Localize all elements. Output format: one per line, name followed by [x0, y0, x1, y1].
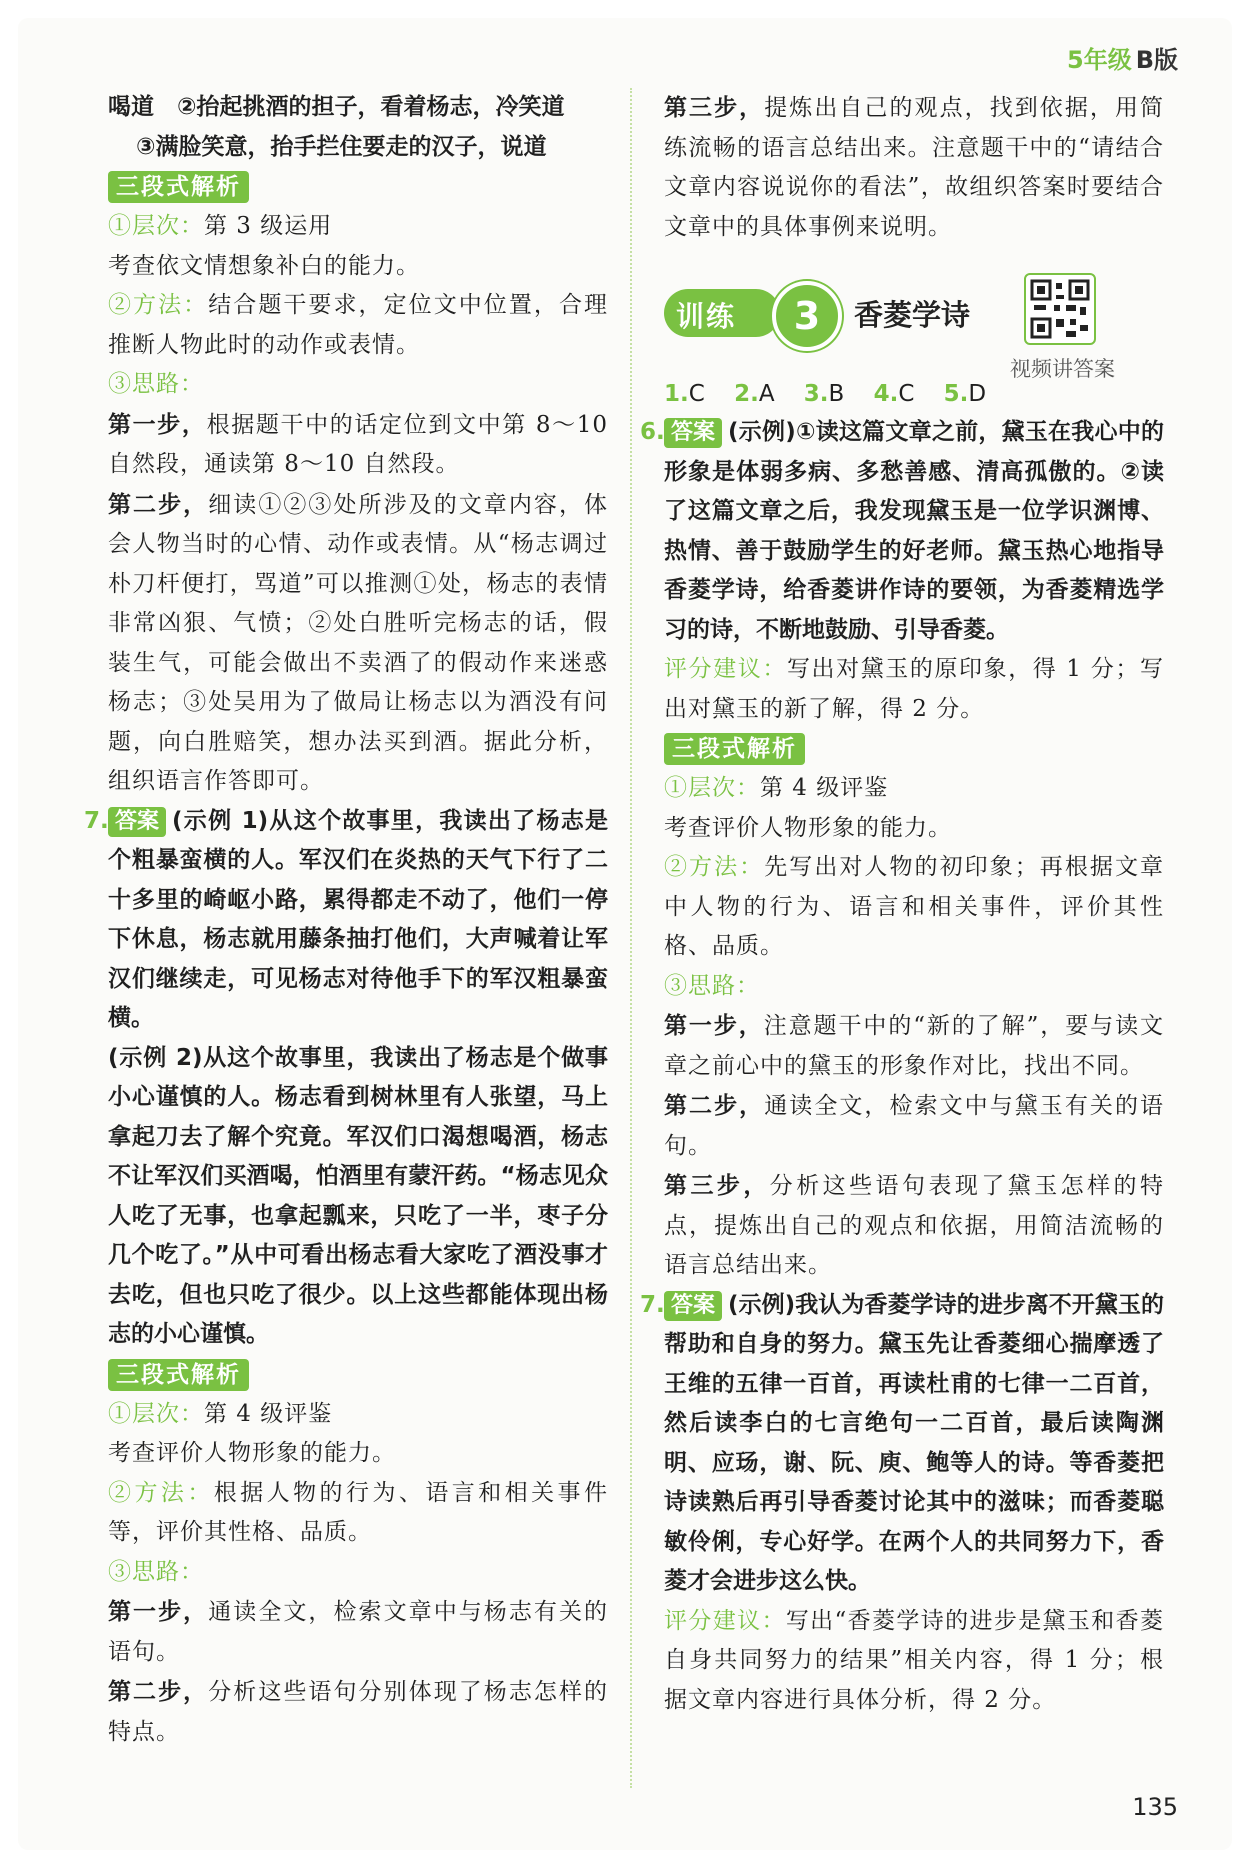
answer-badge: 答案 — [664, 418, 722, 448]
column-divider — [630, 88, 632, 1788]
thinking-label: ③思路： — [108, 371, 204, 397]
ability-line: 考查依文情想象补白的能力。 — [108, 252, 420, 279]
q6-options-line-1: 喝道 ②抬起挑酒的担子，看着杨志，冷笑道 — [108, 94, 565, 120]
q6-options-line-2: ③满脸笑意，抬手拦住要走的汉子，说道 — [136, 133, 547, 160]
question-number: 7. — [84, 807, 109, 834]
method-line: ②方法：先写出对人物的初印象；再根据文章中人物的行为、语言和相关事件，评价其性格、品质。 — [664, 854, 1165, 959]
question-number: 7. — [640, 1291, 665, 1318]
level-line: ①层次：第 4 级评鉴 — [108, 1400, 333, 1427]
level-line: ①层次：第 3 级运用 — [108, 213, 333, 239]
lesson-label: 训练 — [676, 300, 737, 333]
scoring-note: 评分建议：写出对黛玉的原印象，得 1 分；写出对黛玉的新了解，得 2 分。 — [664, 656, 1164, 722]
q7-example-2: (示例 2)从这个故事里，我读出了杨志是个做事小心谨慎的人。杨志看到树林里有人张望，马上拿起刀去了解个究竟。军汉们口渴想喝酒，杨志不让军汉们买酒喝，怕酒里有蒙汗药。“杨志见众人吃了无事，也拿起瓢来，只吃了一半，枣子分几个吃了。”从中可看出杨志看大家吃了酒没事才去吃，但也只吃了很少。以上这些都能体现出杨志的小心谨慎。 — [108, 1044, 608, 1347]
qr-code-icon[interactable] — [1024, 273, 1096, 345]
step-1: 第一步，注意题干中的“新的了解”，要与读文章之前心中的黛玉的形象作对比，找出不同。 — [664, 1012, 1164, 1079]
qr-caption: 视频讲答案 — [1010, 357, 1115, 381]
thinking-label: ③思路： — [108, 1558, 204, 1585]
q7-answer: 7. 答案 (示例)我认为香菱学诗的进步离不开黛玉的帮助和自身的努力。黛玉先让香菱细心揣摩透了王维的五律一百首，再读杜甫的七律一二百首，然后读李白的七言绝句一二百首，最后读陶渊明、应玚，谢、阮、庾、鲍等人的诗。等香菱把诗读熟后再引导香菱讨论其中的滋味；而香菱聪敏伶俐，专心好学。在两个人的共同努力下，香菱才会进步这么快。 — [664, 1286, 1164, 1602]
left-column — [84, 88, 609, 1752]
ability-line: 考查评价人物形象的能力。 — [108, 1440, 396, 1466]
lesson-title: 香菱学诗 — [854, 298, 971, 332]
grade-label — [1067, 40, 1178, 75]
lesson-pill — [664, 289, 780, 337]
grade-text: 5年级 — [1067, 46, 1132, 74]
edition-text: B版 — [1135, 46, 1178, 74]
right-column — [640, 88, 1165, 1720]
lesson-number: 3 — [772, 281, 842, 351]
question-number: 6. — [640, 419, 665, 445]
answer-badge: 答案 — [664, 1291, 722, 1321]
analysis-badge: 三段式解析 — [108, 1359, 249, 1391]
answer-badge: 答案 — [108, 807, 166, 837]
step-2: 第二步，通读全文，检索文中与黛玉有关的语句。 — [664, 1092, 1165, 1159]
level-line: ①层次：第 4 级评鉴 — [664, 775, 889, 801]
q6-answer: 6. 答案 (示例)①读这篇文章之前，黛玉在我心中的形象是体弱多病、多愁善感、清高孤傲的。②读了这篇文章之后，我发现黛玉是一位学识渊博、热情、善于鼓励学生的好老师。黛玉热心地指导香菱学诗，给香菱讲作诗的要领，为香菱精选学习的诗，不断地鼓励、引导香菱。 — [664, 413, 1164, 650]
lesson-header — [664, 273, 1164, 381]
step-1: 第一步，根据题干中的话定位到文中第 8～10 自然段，通读第 8～10 自然段。 — [108, 410, 608, 477]
step-2: 第二步，分析这些语句分别体现了杨志怎样的特点。 — [108, 1678, 609, 1745]
page-number: 135 — [1132, 1793, 1178, 1821]
choice-answers: 1.C 2.A 3.B 4.C 5.D — [664, 381, 987, 407]
step-2: 第二步，细读①②③处所涉及的文章内容，体会人物当时的心情、动作或表情。从“杨志调过朴刀杆便打，骂道”可以推测①处，杨志的表情非常凶狠、气愤；②处白胜听完杨志的话，假装生气，可能会做出不卖酒了的假动作来迷惑杨志；③处吴用为了做局让杨志以为酒没有问题，向白胜赔笑，想办法买到酒。据此分析，组织语言作答即可。 — [108, 490, 609, 794]
ability-line: 考查评价人物形象的能力。 — [664, 814, 952, 841]
step-3: 第三步，提炼出自己的观点，找到依据，用简练流畅的语言总结出来。注意题干中的“请结合文章内容说说你的看法”，故组织答案时要结合文章中的具体事例来说明。 — [664, 94, 1165, 240]
thinking-label: ③思路： — [664, 972, 760, 999]
method-line: ②方法：结合题干要求，定位文中位置，合理推断人物此时的动作或表情。 — [108, 292, 609, 358]
analysis-badge: 三段式解析 — [664, 733, 805, 765]
q7-answer: 7. 答案 (示例 1)从这个故事里，我读出了杨志是个粗暴蛮横的人。军汉们在炎热的天气下行了二十多里的崎岖小路，累得都走不动了，他们一停下休息，杨志就用藤条抽打他们，大声喊着让军汉们继续走，可见杨志对待他手下的军汉粗暴蛮横。 — [108, 802, 608, 1039]
analysis-badge: 三段式解析 — [108, 171, 249, 203]
step-3: 第三步，分析这些语句表现了黛玉怎样的特点，提炼出自己的观点和依据，用简洁流畅的语言总结出来。 — [664, 1172, 1165, 1278]
scoring-note: 评分建议：写出“香菱学诗的进步是黛玉和香菱自身共同努力的结果”相关内容，得 1 分；根据文章内容进行具体分析，得 2 分。 — [664, 1607, 1164, 1713]
step-1: 第一步，通读全文，检索文章中与杨志有关的语句。 — [108, 1598, 609, 1665]
method-line: ②方法：根据人物的行为、语言和相关事件等，评价其性格、品质。 — [108, 1479, 609, 1545]
